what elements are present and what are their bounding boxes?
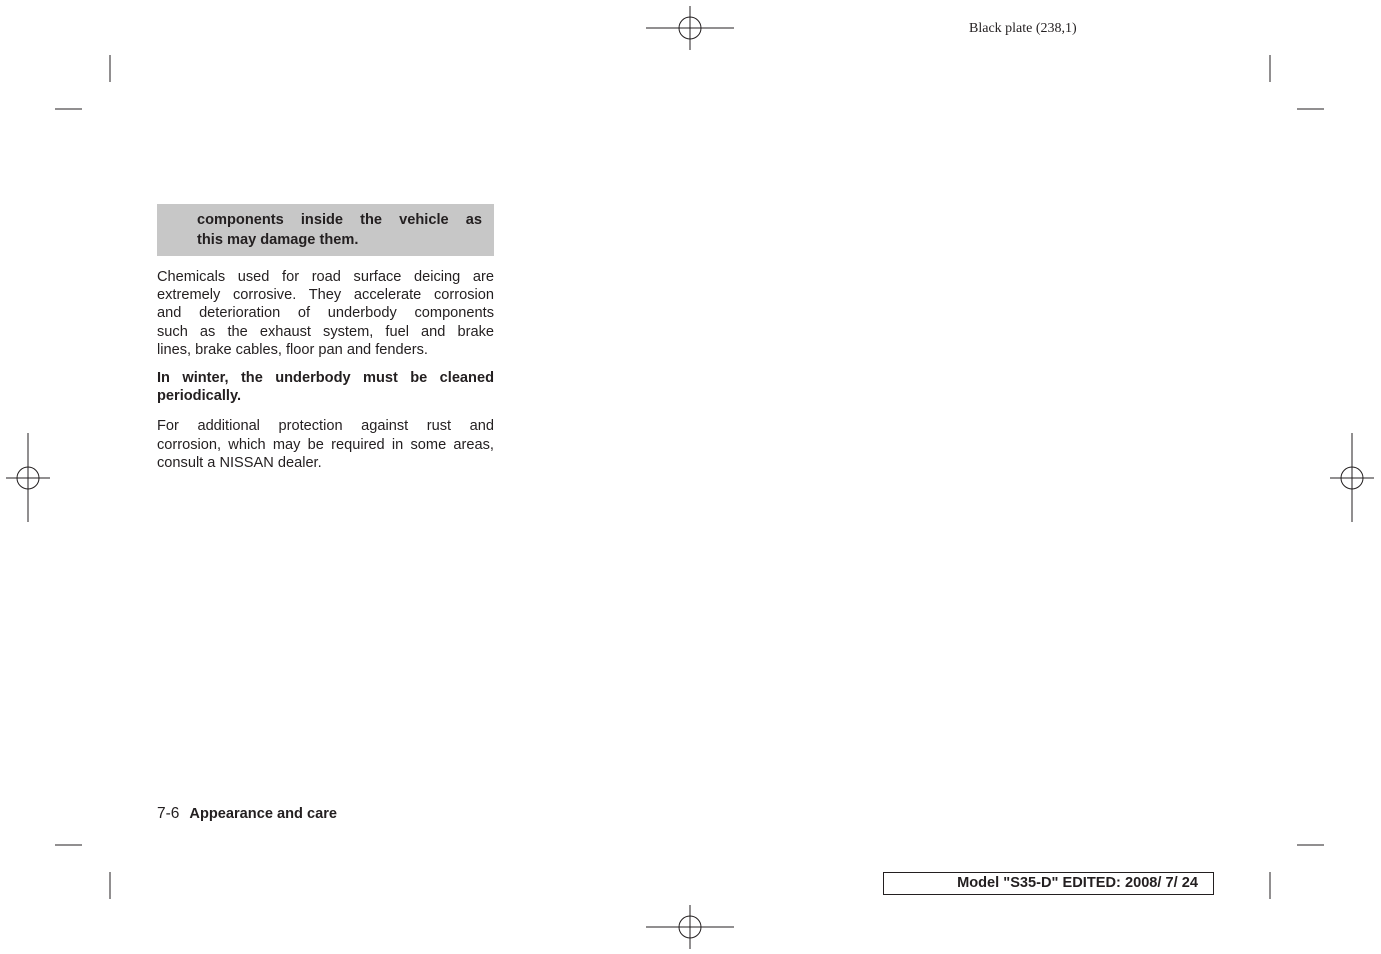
text-line: corrosion, which may be required in some areas, xyxy=(157,436,494,453)
body-paragraph-winter xyxy=(157,369,494,405)
model-edit-stamp: Model "S35-D" EDITED: 2008/ 7/ 24 xyxy=(883,872,1214,895)
page-footer xyxy=(157,805,337,823)
text-line: extremely corrosive. They accelerate corrosion xyxy=(157,287,494,304)
text-line: periodically. xyxy=(157,388,242,405)
registration-mark-top-icon xyxy=(646,6,734,50)
content-column xyxy=(157,204,494,472)
text-line: Chemicals used for road surface deicing are xyxy=(157,269,494,285)
body-paragraph-deicing xyxy=(157,268,494,359)
crop-marks-icon xyxy=(55,55,1324,899)
plate-label: Black plate (238,1) xyxy=(969,21,1077,36)
registration-mark-left-icon xyxy=(6,433,50,522)
registration-mark-right-icon xyxy=(1330,433,1374,522)
caution-line: this may damage them. xyxy=(197,232,359,248)
body-paragraph-protection xyxy=(157,417,494,472)
text-line: such as the exhaust system, fuel and brake xyxy=(157,323,494,340)
page-number: 7-6 xyxy=(157,805,180,822)
section-title: Appearance and care xyxy=(189,806,338,822)
text-line: and deterioration of underbody components xyxy=(157,305,494,322)
caution-line: components inside the vehicle as xyxy=(197,212,482,228)
registration-mark-bottom-icon xyxy=(646,905,734,949)
text-line: consult a NISSAN dealer. xyxy=(157,454,322,471)
text-line: In winter, the underbody must be cleaned xyxy=(157,370,494,387)
text-line: For additional protection against rust and xyxy=(157,418,494,435)
text-line: lines, brake cables, floor pan and fenders. xyxy=(157,341,428,358)
caution-box xyxy=(157,204,494,256)
